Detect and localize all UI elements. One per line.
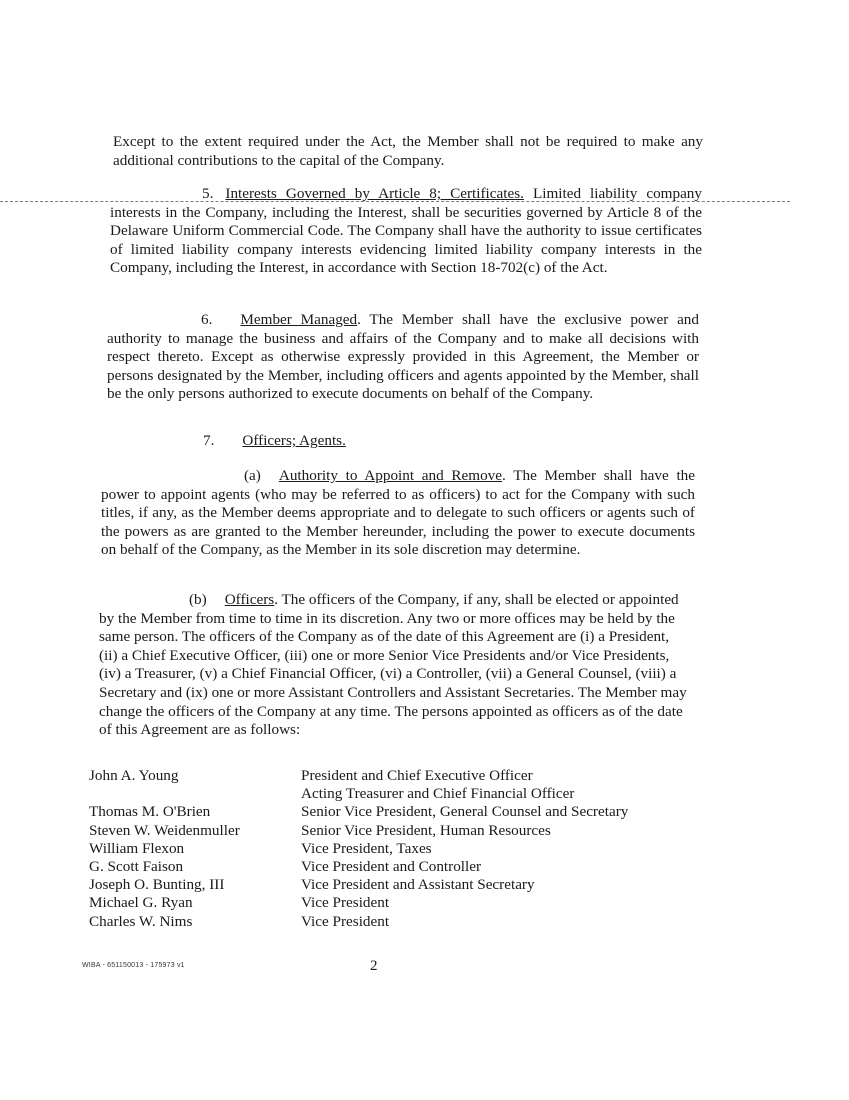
officer-title: Vice President, Taxes [301, 839, 432, 857]
officer-row [89, 876, 628, 894]
officers-list [89, 767, 628, 931]
section-7b-paragraph [99, 591, 689, 740]
officer-row [89, 767, 628, 785]
section-5-heading: Interests Governed by Article 8; Certificates. [225, 185, 524, 202]
officer-row [89, 858, 628, 876]
officer-title: President and Chief Executive Officer [301, 767, 533, 784]
section-5-number: 5. [202, 185, 214, 202]
officer-name: John A. Young [89, 767, 179, 784]
section-7-heading: Officers; Agents. [242, 432, 346, 449]
officer-title: Vice President [301, 912, 390, 930]
officer-title: Vice President [301, 894, 390, 912]
officer-row [89, 894, 628, 912]
section-6-text: . The Member shall have the exclusive power and authority to manage the business and affairs of the Company and to make all decisions with respect thereto. Except as otherwise expressly provided in this Agreement, the Member or persons designated by the Member, including officers and agents appointed by the Member, shall be the only persons authorized to execute documents on behalf of the Company. [107, 311, 699, 403]
section-5-text: company interests in the Company, including the Interest, shall be securities governed by Article 8 of the Delaware Uniform Commercial Code. The Company shall have the authority to issue certificates of limited liability company interests evidencing limited liability company interests in the Company, including the Interest, in accordance with Section 18-702(c) of the Act. [110, 185, 702, 277]
section-7-heading-line [203, 432, 346, 451]
officer-title: Vice President and Assistant Secretary [301, 876, 535, 894]
officer-row [89, 803, 628, 821]
section-5-lead: Limited liability [532, 185, 638, 202]
section-7a-text: . The Member shall have the power to appoint agents (who may be referred to as officers) to act for the Company with such titles, if any, as the Member deems appropriate and to delegate to such officers or agents such of the powers as are granted to the Member hereunder, including the power to execute documents on behalf of the Company, as the Member in its sole discretion may determine. [101, 467, 695, 559]
section-6-number: 6. [201, 311, 213, 328]
section-7a-paragraph [101, 467, 695, 560]
paragraph-capital-contributions: Except to the extent required under the Act, the Member shall not be required to make any additional contributions to the capital of the Company. [113, 133, 703, 169]
section-7b-text: . The officers of the Company, if any, shall be elected or appointed by the Member from time to time in its discretion. Any two or more offices may be held by the same person. The officers of the Company as of the date of this Agreement are (i) a President, (ii) a Chief Executive Officer, (iii) one or more Senior Vice Presidents and/or Vice Presidents, (iv) a Treasurer, (v) a Chief Financial Officer, (vi) a Controller, (vii) a General Counsel, (viii) a Secretary and (ix) one or more Assistant Controllers and Assistant Secretaries. The Member may change the officers of the Company at any time. The persons appointed as officers as of the date of this Agreement are as follows: [99, 591, 687, 739]
section-7-number: 7. [203, 432, 215, 449]
officer-name: Steven W. Weidenmuller [89, 821, 240, 839]
officer-row [89, 785, 628, 803]
officer-name [89, 785, 301, 803]
section-7b-label: (b) [189, 591, 207, 608]
officer-name: Michael G. Ryan [89, 894, 193, 912]
section-6-paragraph [107, 311, 699, 404]
officer-title: Senior Vice President, Human Resources [301, 821, 551, 839]
section-7a-label: (a) [244, 467, 261, 484]
officer-title: Acting Treasurer and Chief Financial Officer [301, 785, 575, 803]
officer-title: Vice President and Controller [301, 858, 482, 876]
officer-row [89, 822, 628, 840]
officer-row [89, 913, 628, 931]
section-5-paragraph [110, 185, 702, 278]
officer-row [89, 840, 628, 858]
section-7b-heading: Officers [224, 591, 275, 608]
page-number: 2 [370, 958, 378, 974]
officer-name: Charles W. Nims [89, 912, 193, 930]
officer-name: William Flexon [89, 839, 185, 857]
officer-name: Joseph O. Bunting, III [89, 876, 225, 894]
officer-title: Senior Vice President, General Counsel and Secretary [301, 803, 629, 821]
officer-name: Thomas M. O'Brien [89, 803, 211, 821]
document-id-footer: WIBA - 651150013 - 175973 v1 [82, 962, 185, 969]
officer-name: G. Scott Faison [89, 858, 184, 876]
section-7a-heading: Authority to Appoint and Remove [278, 467, 503, 484]
section-6-heading: Member Managed [240, 311, 358, 328]
